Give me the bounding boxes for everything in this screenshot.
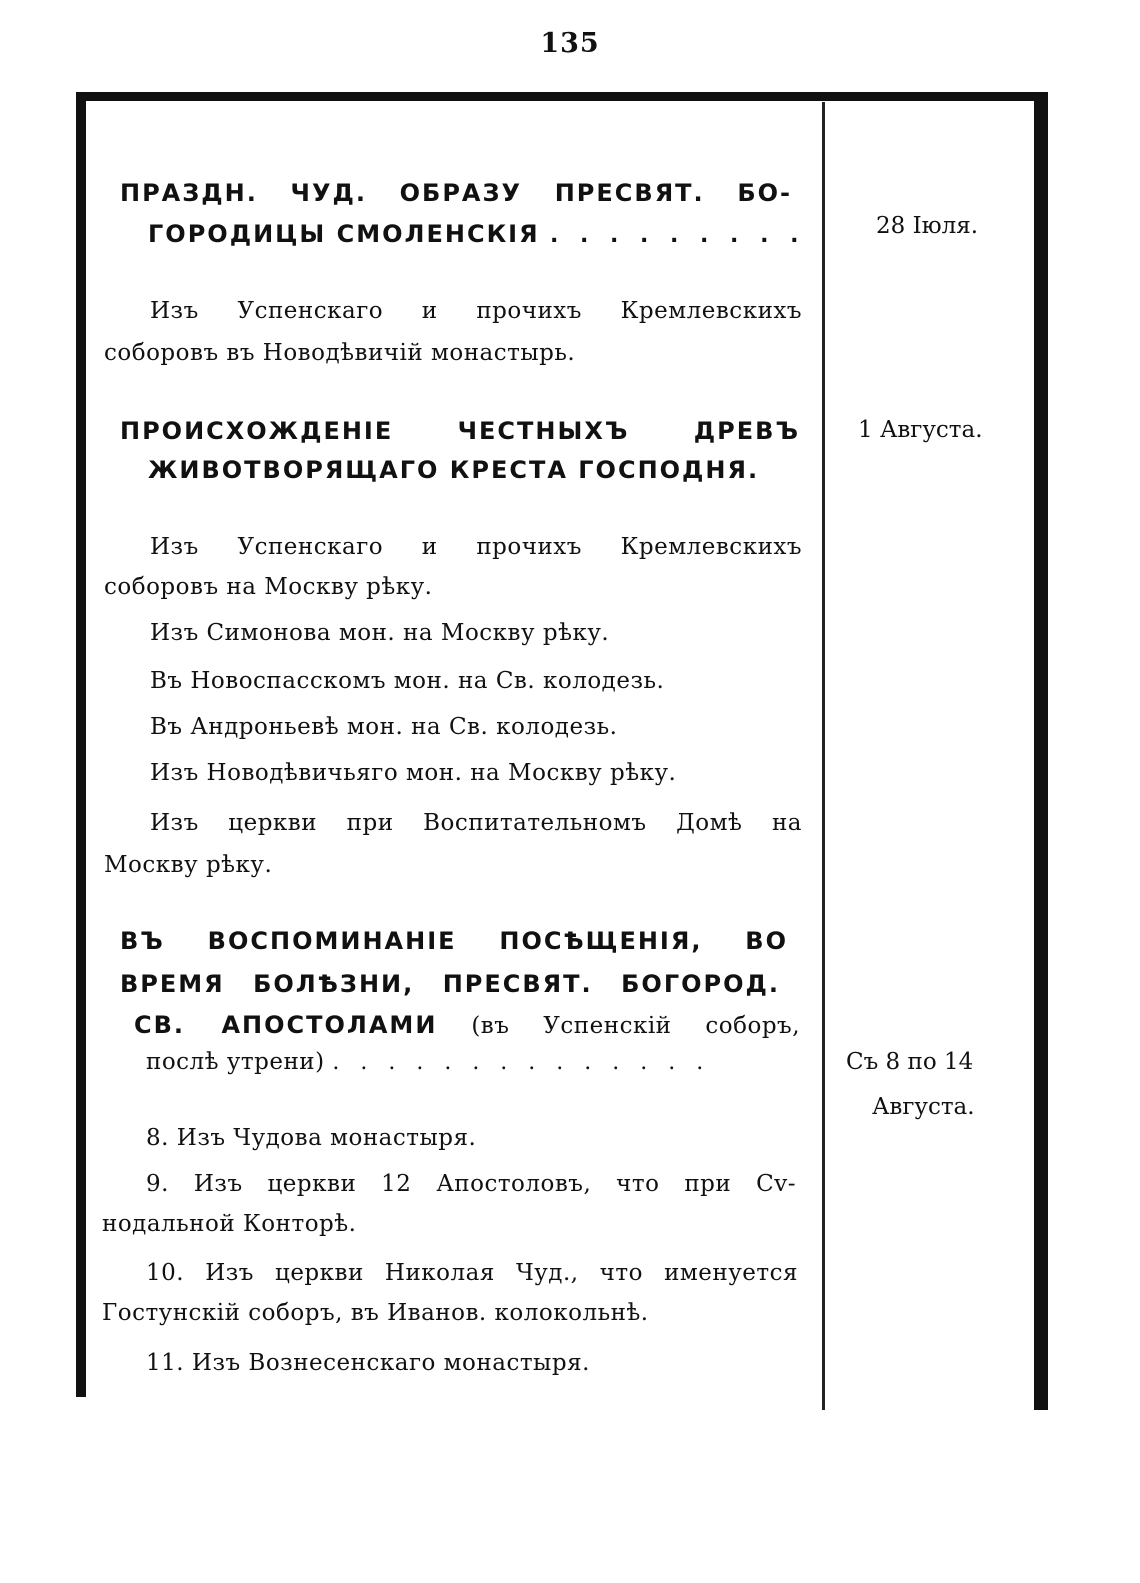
feast-heading-line: ПРАЗДН. ЧУД. ОБРАЗУ ПРЕСВЯТ. БО- [120,179,792,207]
procession-line: Въ Новоспасскомъ мон. на Св. колодезь. [150,668,665,694]
feast-heading-text: СВ. АПОСТОЛАМИ [134,1011,438,1039]
procession-line: Изъ Успенскаго и прочихъ Кремлевскихъ [150,534,802,560]
feast-date: Съ 8 по 14 [846,1049,974,1075]
top-rule [76,92,1048,101]
feast-heading-line [146,1051,710,1074]
procession-line: Изъ Успенскаго и прочихъ Кремлевскихъ [150,298,802,324]
feast-heading-line: ВРЕМЯ БОЛѢЗНИ, ПРЕСВЯТ. БОГОРОД. [120,970,780,998]
feast-heading-line [148,222,805,247]
leader-dots: . . . . . . . . . [549,223,806,248]
procession-line: Изъ Симонова мон. на Москву рѣку. [150,620,610,646]
procession-line: соборовъ въ Новодѣвичій монастырь. [104,340,576,366]
column-divider [822,102,825,1410]
procession-line: 9. Изъ церкви 12 Апостоловъ, что при Сv- [146,1171,796,1197]
procession-line: 10. Изъ церкви Николая Чуд., что именуется [146,1260,798,1286]
feast-date: 1 Августа. [858,417,983,443]
feast-heading-note: послѣ утрени) [146,1049,325,1075]
feast-heading-line: ЖИВОТВОРЯЩАГО КРЕСТА ГОСПОДНЯ. [148,456,760,484]
procession-line: Изъ церкви при Воспитательномъ Домѣ на [150,810,802,836]
feast-date: 28 Іюля. [876,213,979,239]
procession-line: Гостунскій соборъ, въ Иванов. колокольнѣ. [102,1300,649,1326]
feast-heading-text: ГОРОДИЦЫ СМОЛЕНСКІЯ [148,220,540,248]
right-rule [1034,92,1048,1410]
feast-heading-line [134,1013,800,1038]
procession-line: Москву рѣку. [104,852,273,878]
procession-line: 11. Изъ Вознесенскаго монастыря. [146,1350,590,1376]
procession-line: Въ Андроньевѣ мон. на Св. колодезь. [150,714,618,740]
procession-line: 8. Изъ Чудова монастыря. [146,1125,477,1151]
procession-line: соборовъ на Москву рѣку. [104,574,433,600]
leader-dots: . . . . . . . . . . . . . . [332,1050,711,1075]
left-rule [76,92,86,1397]
feast-heading-line: ПРОИСХОЖДЕНІЕ ЧЕСТНЫХЪ ДРЕВЪ [120,417,800,445]
page-number: 135 [540,28,600,59]
feast-date: Августа. [872,1094,975,1120]
procession-line: Изъ Новодѣвичьяго мон. на Москву рѣку. [150,760,677,786]
procession-line: нодальной Конторѣ. [102,1211,357,1237]
feast-heading-line: ВЪ ВОСПОМИНАНІЕ ПОСѢЩЕНІЯ, ВО [120,927,788,955]
feast-heading-note: (въ Успенскій соборъ, [471,1013,801,1039]
